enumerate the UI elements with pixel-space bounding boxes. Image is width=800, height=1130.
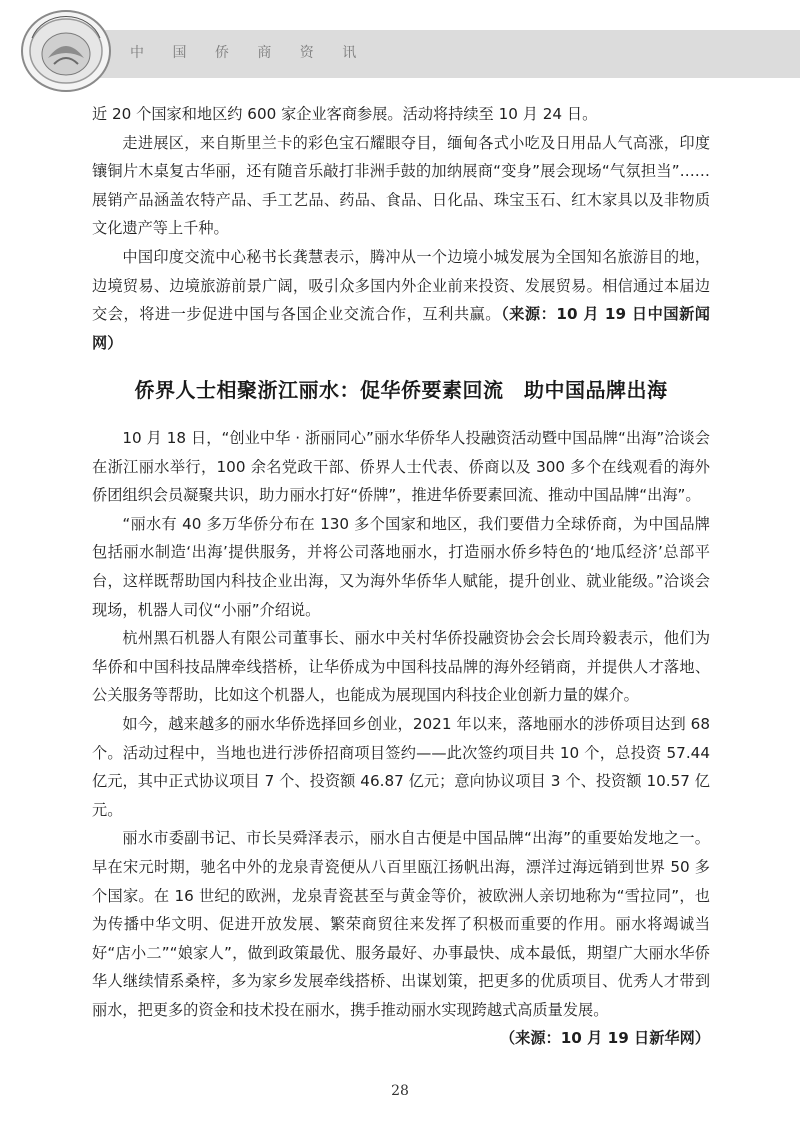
article-2-paragraph: 丽水市委副书记、市长吴舜泽表示，丽水自古便是中国品牌“出海”的重要始发地之一。早在宋元时期，驰名中外的龙泉青瓷便从八百里瓯江扬帆出海，漂洋过海远销到世界 50 多个国家。在 16 世纪的欧洲，龙泉青瓷甚至与黄金等价，被欧洲人亲切地称为“雪拉同”，也为传播中华文明、促进开放发展、繁荣商贸往来发挥了积极而重要的作用。丽水将竭诚当好“店小二”“娘家人”，做到政策最优、服务最好、办事最快、成本最低，期望广大丽水华侨华人继续情系桑梓，多为家乡发展牵线搭桥、出谋划策，把更多的优质项目、优秀人才带到丽水，把更多的资金和技术投在丽水，携手推动丽水实现跨越式高质量发展。 xyxy=(92,829,710,1019)
article-1-source: （来源：10 月 19 日中国新闻网） xyxy=(92,305,710,352)
article-2-body xyxy=(92,424,710,1053)
header-title: 中 国 侨 商 资 讯 xyxy=(130,45,369,61)
article-2-paragraph: 杭州黑石机器人有限公司董事长、丽水中关村华侨投融资协会会长周玲毅表示，他们为华侨和中国科技品牌牵线搭桥，让华侨成为中国科技品牌的海外经销商，并提供人才落地、公关服务等帮助，比如这个机器人，也能成为展现国内科技企业创新力量的媒介。 xyxy=(92,629,710,705)
article-2-paragraph: 10 月 18 日，“创业中华 · 浙丽同心”丽水华侨华人投融资活动暨中国品牌“出海”洽谈会在浙江丽水举行，100 余名党政干部、侨界人士代表、侨商以及 300 多个在线观看的海外侨团组织会员凝聚共识，助力丽水打好“侨牌”，推进华侨要素回流、推动中国品牌“出海”。 xyxy=(92,429,710,505)
article-2-source: （来源：10 月 19 日新华网） xyxy=(499,1029,710,1048)
article-2-paragraph: “丽水有 40 多万华侨分布在 130 多个国家和地区，我们要借力全球侨商，为中国品牌包括丽水制造‘出海’提供服务，并将公司落地丽水，打造丽水侨乡特色的‘地瓜经济’总部平台，这样既帮助国内科技企业出海，又为海外华侨华人赋能，提升创业、就业能级。”洽谈会现场，机器人司仪“小丽”介绍说。 xyxy=(92,514,710,619)
article-1-body xyxy=(92,100,710,357)
article-1-paragraph: 近 20 个国家和地区约 600 家企业客商参展。活动将持续至 10 月 24 日。 xyxy=(92,105,598,123)
article-2-paragraph: 如今，越来越多的丽水华侨选择回乡创业，2021 年以来，落地丽水的涉侨项目达到 68 个。活动过程中，当地也进行涉侨招商项目签约——此次签约项目共 10 个，总投资 57.44 亿元，其中正式协议项目 7 个、投资额 46.87 亿元；意向协议项目 3 个、投资额 10.57 亿元。 xyxy=(92,714,710,819)
article-2-title: 侨界人士相聚浙江丽水：促华侨要素回流 助中国品牌出海 xyxy=(134,378,668,402)
logo-emblem-icon xyxy=(18,8,114,94)
article-1-paragraph-text: 中国印度交流中心秘书长龚慧表示，腾冲从一个边境小城发展为全国知名旅游目的地，边境贸易、边境旅游前景广阔，吸引众多国内外企业前来投资、发展贸易。相信通过本届边交会，将进一步促进中国与各国企业交流合作，互利共赢。 xyxy=(92,247,710,324)
article-1-paragraph: 走进展区，来自斯里兰卡的彩色宝石耀眼夺目，缅甸各式小吃及日用品人气高涨，印度镶铜片木桌复古华丽，还有随音乐敲打非洲手鼓的加纳展商“变身”展会现场“气氛担当”……展销产品涵盖农特产品、手工艺品、药品、食品、日化品、珠宝玉石、红木家具以及非物质文化遗产等上千种。 xyxy=(92,133,710,238)
page-number: 28 xyxy=(391,1083,409,1099)
article-1-paragraph xyxy=(92,243,710,357)
